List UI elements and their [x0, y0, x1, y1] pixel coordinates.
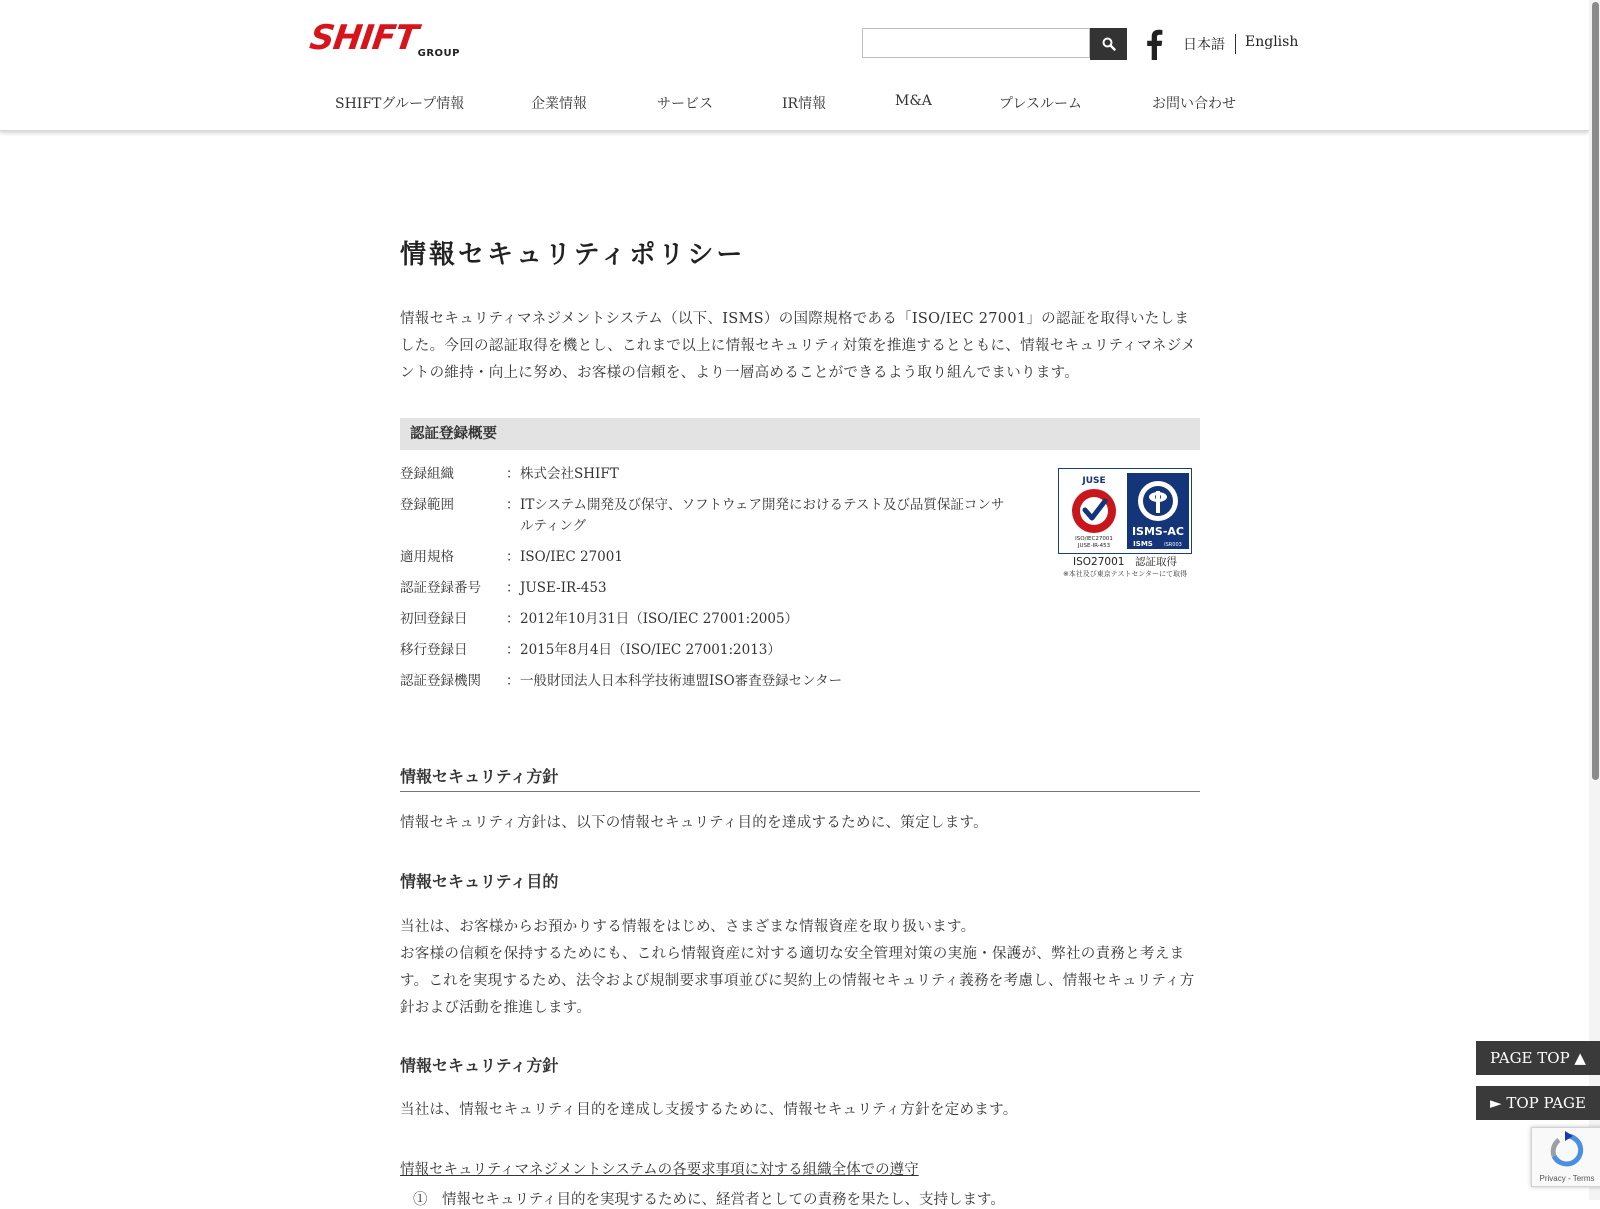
nav-item-company[interactable]: 企業情報	[531, 96, 587, 112]
recaptcha-terms[interactable]: Privacy - Terms	[1539, 1174, 1595, 1183]
cert-colon: ：	[506, 466, 520, 482]
badge-iso-line: ISO/IEC27001	[1075, 536, 1113, 542]
language-japanese[interactable]: 日本語	[1183, 37, 1225, 53]
search-button[interactable]	[1090, 28, 1127, 60]
badge-juse-no: JUSE-IR-453	[1077, 543, 1111, 549]
cert-label: 移行登録日	[400, 642, 468, 658]
isms-compliance-link[interactable]: 情報セキュリティマネジメントシステムの各要求事項に対する組織全体での遵守	[400, 1162, 919, 1178]
cert-value: JUSE-IR-453	[520, 580, 607, 596]
cert-label: 登録範囲	[400, 497, 454, 513]
juse-registered-mark-icon	[1063, 473, 1125, 549]
cert-colon: ：	[506, 611, 520, 627]
top-page-button[interactable]: ► TOP PAGE	[1476, 1086, 1600, 1120]
cert-value: 2015年8月4日（ISO/IEC 27001:2013）	[520, 642, 781, 658]
cert-colon: ：	[506, 673, 520, 689]
cert-label: 適用規格	[400, 549, 454, 565]
cert-label: 認証登録番号	[400, 580, 481, 596]
cert-value: 2012年10月31日（ISO/IEC 27001:2005）	[520, 611, 799, 627]
language-divider	[1235, 34, 1236, 54]
isms-ac-mark-icon	[1127, 473, 1189, 549]
facebook-icon[interactable]	[1144, 28, 1164, 60]
search-input[interactable]	[862, 28, 1090, 58]
isms-certification-badge	[1058, 468, 1194, 582]
scrollbar-thumb[interactable]	[1592, 2, 1599, 780]
cert-row-scope	[400, 495, 1010, 537]
cert-colon: ：	[506, 580, 520, 596]
cert-row-organization	[400, 464, 1010, 485]
logo-text: SHIFT	[307, 18, 420, 58]
badge-isr-text: ISR003	[1164, 542, 1182, 548]
logo-sub: GROUP	[417, 48, 460, 59]
objective-paragraph-1: 当社は、お客様からお預かりする情報をはじめ、さまざまな情報資産を取り扱います。	[400, 919, 976, 935]
recaptcha-badge[interactable]	[1531, 1127, 1600, 1187]
site-header	[0, 0, 1589, 131]
policy-subheading: 情報セキュリティ方針	[400, 1056, 559, 1075]
badge-juse-text: JUSE	[1082, 476, 1106, 486]
cert-label: 初回登録日	[400, 611, 468, 627]
nav-item-shift-group[interactable]: SHIFTグループ情報	[335, 96, 465, 112]
cert-label: 認証登録機関	[400, 673, 481, 689]
policy-paragraph: 当社は、情報セキュリティ目的を達成し支援するために、情報セキュリティ方針を定めます。	[400, 1102, 1018, 1118]
cert-row-transition-date	[400, 640, 1010, 661]
cert-value: 株式会社SHIFT	[520, 466, 619, 482]
cert-colon: ：	[506, 497, 520, 513]
cert-row-body	[400, 671, 1010, 692]
list-item: ① 情報セキュリティ目的を実現するために、経営者としての責務を果たし、支持します。	[413, 1192, 1005, 1208]
policy-section-heading: 情報セキュリティ方針	[400, 764, 1200, 792]
badge-isms-text: ISMS	[1133, 540, 1153, 548]
cert-value: ITシステム開発及び保守、ソフトウェア開発におけるテスト及び品質保証コンサルティング	[520, 497, 1005, 534]
cert-colon: ：	[506, 549, 520, 565]
search-icon	[1102, 37, 1116, 51]
cert-summary-heading: 認証登録概要	[400, 418, 1200, 450]
nav-item-ma[interactable]: M&A	[895, 93, 932, 109]
page-top-button[interactable]: PAGE TOP ▲	[1476, 1041, 1600, 1075]
cert-summary-table	[400, 464, 1010, 702]
badge-caption: ISO27001 認証取得	[1073, 556, 1177, 568]
policy-intro-paragraph: 情報セキュリティ方針は、以下の情報セキュリティ目的を達成するために、策定します。	[400, 815, 988, 831]
cert-row-first-date	[400, 609, 1010, 630]
language-english[interactable]: English	[1245, 34, 1299, 50]
cert-value: ISO/IEC 27001	[520, 549, 623, 565]
objective-heading: 情報セキュリティ目的	[400, 872, 559, 891]
intro-paragraph: 情報セキュリティマネジメントシステム（以下、ISMS）の国際規格である「ISO/IEC 27001」の認証を取得いたしました。今回の認証取得を機とし、これまで以上に情報セキュリティ対策を推進するとともに、情報セキュリティマネジメントの維持・向上に努め、お客様の信頼を、より一層高めることができるよう取り組んでまいります。	[400, 311, 1196, 381]
objective-paragraph-2: お客様の信頼を保持するためにも、これら情報資産に対する適切な安全管理対策の実施・保護が、弊社の責務と考えます。これを実現するため、法令および規制要求事項並びに契約上の情報セキュリティ義務を考慮し、情報セキュリティ方針および活動を推進します。	[400, 946, 1195, 1016]
nav-item-pressroom[interactable]: プレスルーム	[999, 96, 1083, 112]
nav-item-contact[interactable]: お問い合わせ	[1152, 96, 1236, 112]
badge-isms-ac-text: ISMS-AC	[1131, 525, 1185, 538]
shift-group-logo[interactable]	[307, 18, 462, 62]
cert-label: 登録組織	[400, 466, 454, 482]
page-title: 情報セキュリティポリシー	[400, 240, 746, 270]
badge-note: ※本社及び東京テストセンターにて取得	[1062, 570, 1188, 578]
recaptcha-icon	[1532, 1128, 1600, 1174]
nav-item-services[interactable]: サービス	[657, 96, 713, 112]
cert-row-number	[400, 578, 1010, 599]
nav-item-ir[interactable]: IR情報	[782, 96, 827, 112]
cert-row-standard	[400, 547, 1010, 568]
badge-frame	[1058, 468, 1192, 554]
cert-value: 一般財団法人日本科学技術連盟ISO審査登録センター	[520, 673, 843, 689]
cert-colon: ：	[506, 642, 520, 658]
